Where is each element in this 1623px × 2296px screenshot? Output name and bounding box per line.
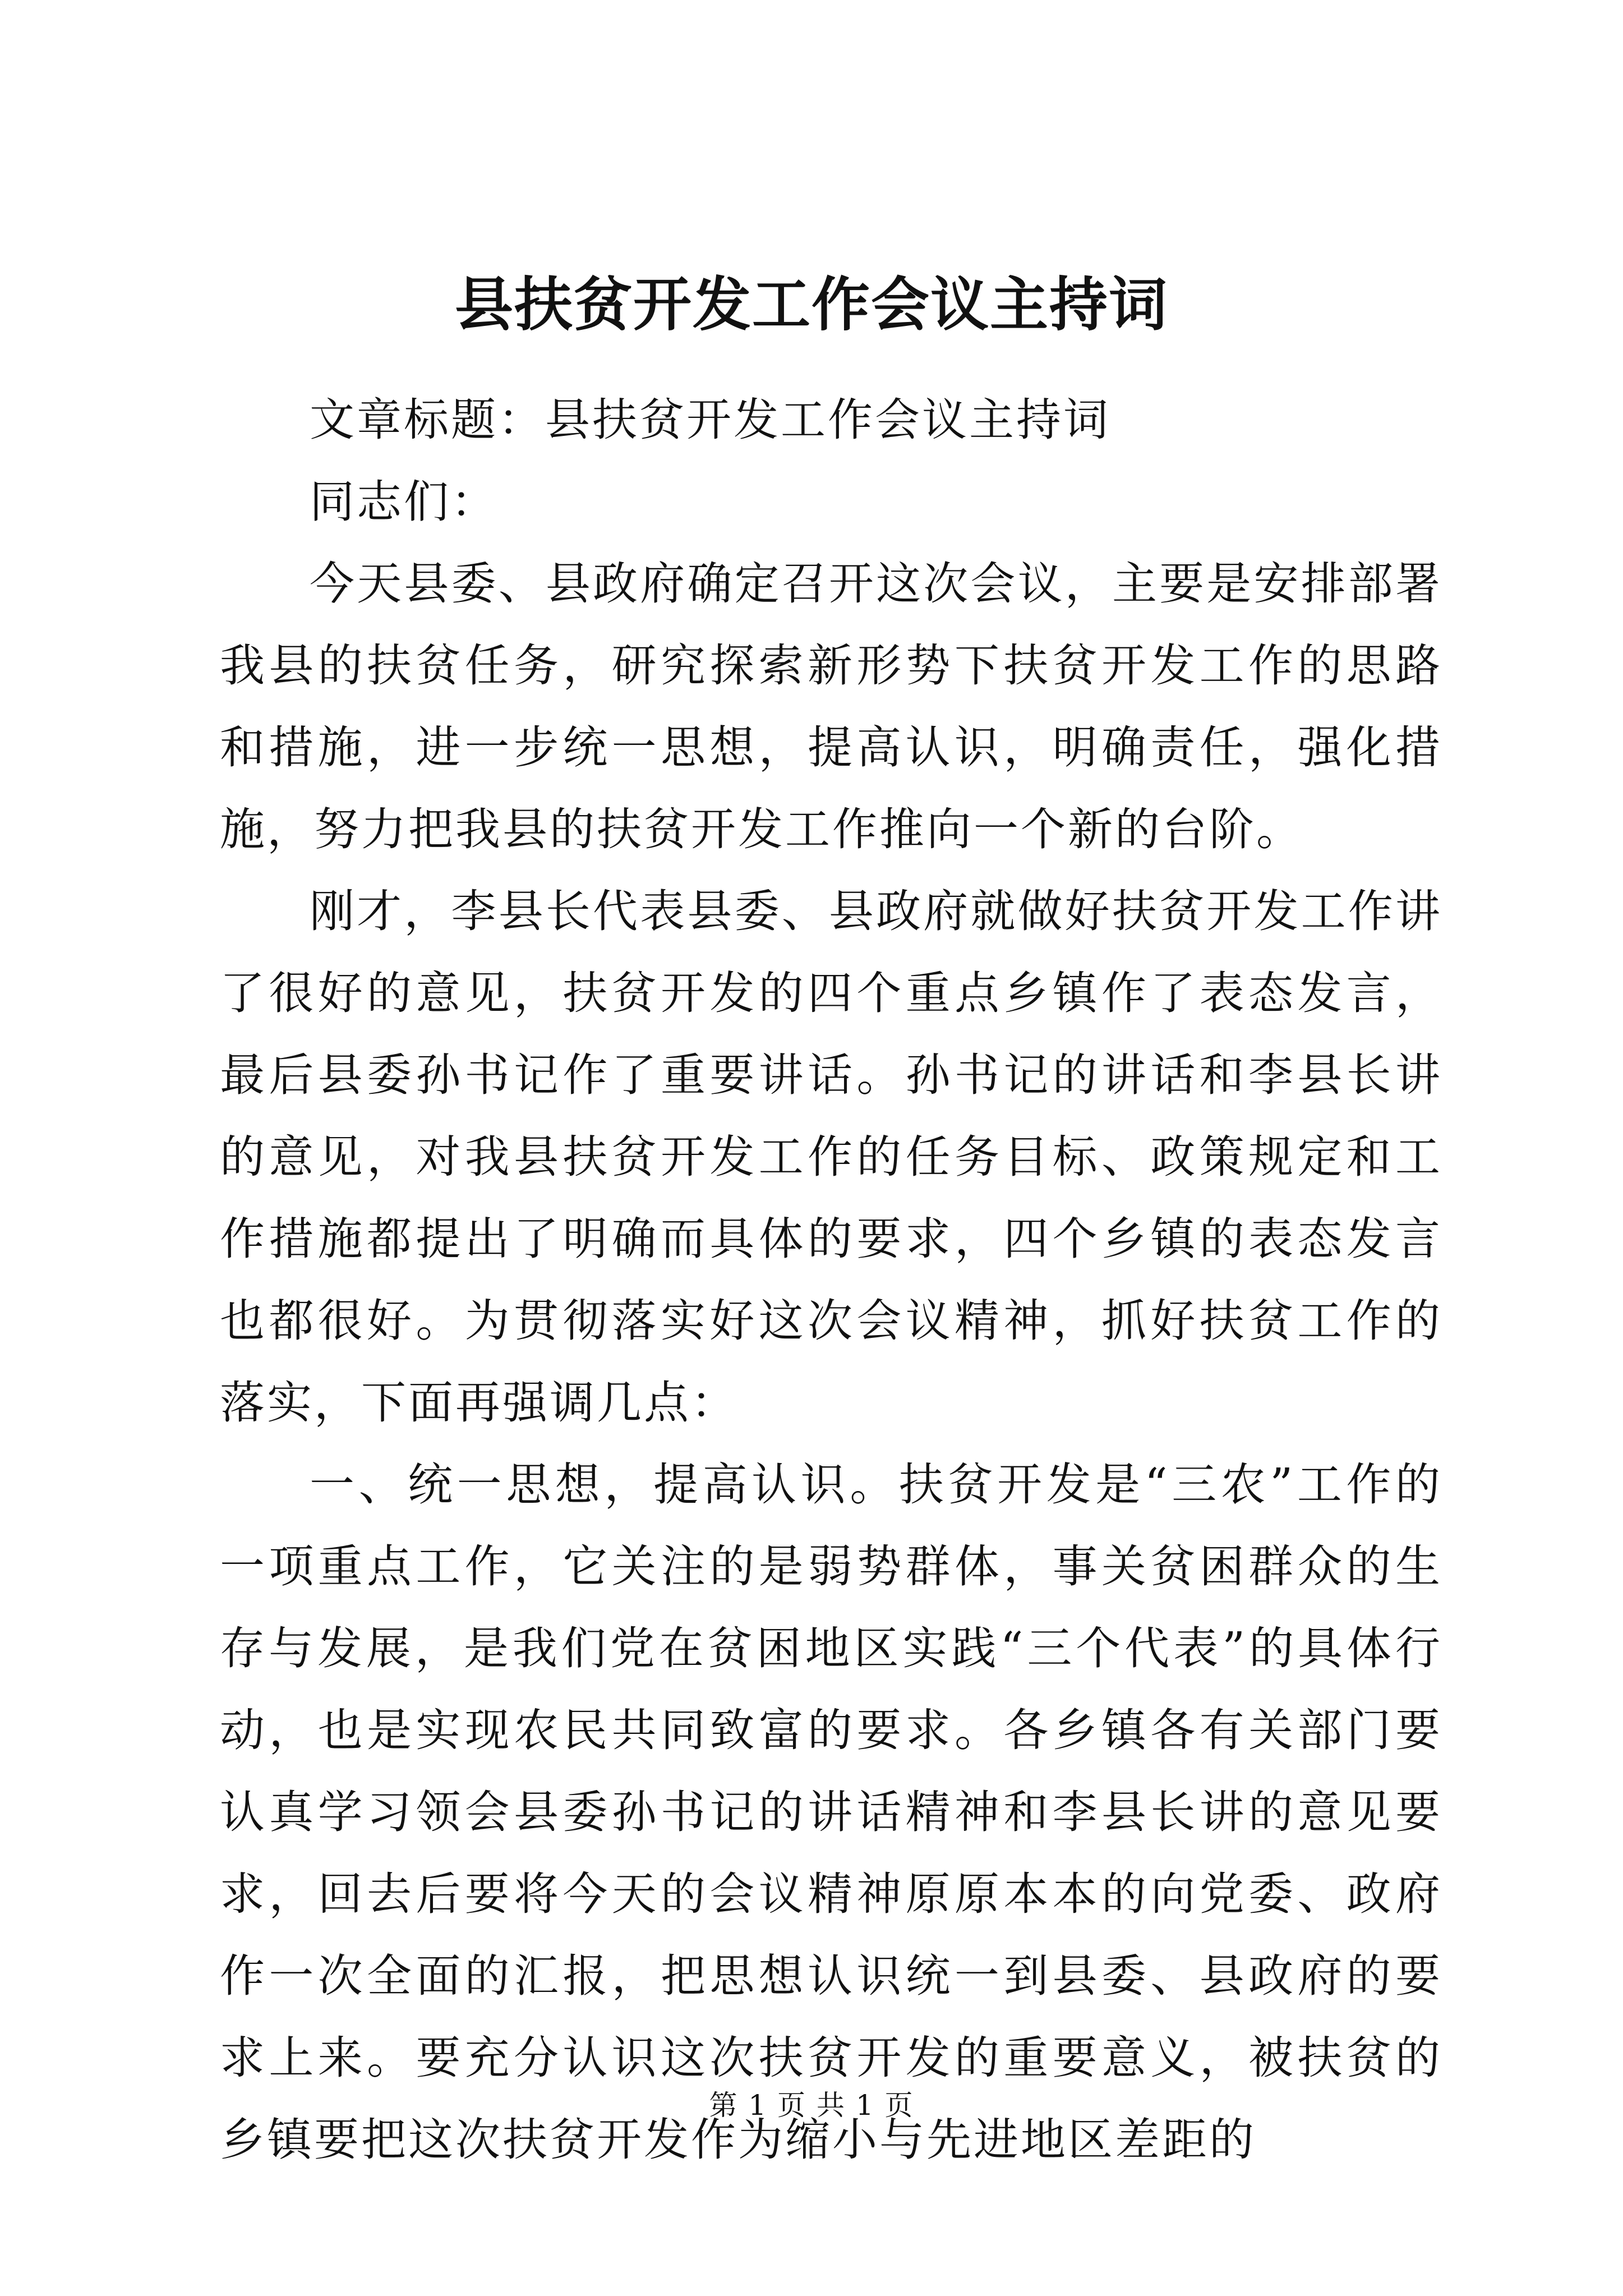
paragraph-article-title: 文章标题：县扶贫开发工作会议主持词: [310, 394, 1110, 446]
paragraph-point-one: 一、统一思想，提高认识。扶贫开发是“三农”工作的一项重点工作，它关注的是弱势群体，事关贫困群众的生存与发展，是我们党在贫困地区实践“三个代表”的具体行动，也是实现农民共同致富的要求。各乡镇各有关部门要认真学习领会县委孙书记的讲话精神和李县长讲的意见要求，回去后要将今天的会议精神原原本本的向党委、政府作一次全面的汇报，把思想认识统一到县委、县政府的要求上来。要充分认识这次扶贫开发的重要意义，被扶贫的乡镇要把这次扶贫开发作为缩小与先进地区差距的: [220, 1458, 1442, 2166]
paragraph-intro: 今天县委、县政府确定召开这次会议，主要是安排部署我县的扶贫任务，研究探索新形势下扶贫开发工作的思路和措施，进一步统一思想，提高认识，明确责任，强化措施，努力把我县的扶贫开发工作推向一个新的台阶。: [220, 558, 1442, 855]
paragraph-salutation: 同志们：: [310, 476, 498, 528]
document-body: [220, 379, 1442, 2181]
page-footer: 第 1 页 共 1 页: [709, 2089, 914, 2122]
document-title: 县扶贫开发工作会议主持词: [454, 270, 1168, 339]
paragraph-summary: 刚才，李县长代表县委、县政府就做好扶贫开发工作讲了很好的意见，扶贫开发的四个重点乡镇作了表态发言，最后县委孙书记作了重要讲话。孙书记的讲话和李县长讲的意见，对我县扶贫开发工作的任务目标、政策规定和工作措施都提出了明确而具体的要求，四个乡镇的表态发言也都很好。为贯彻落实好这次会议精神，抓好扶贫工作的落实，下面再强调几点：: [220, 885, 1442, 1429]
